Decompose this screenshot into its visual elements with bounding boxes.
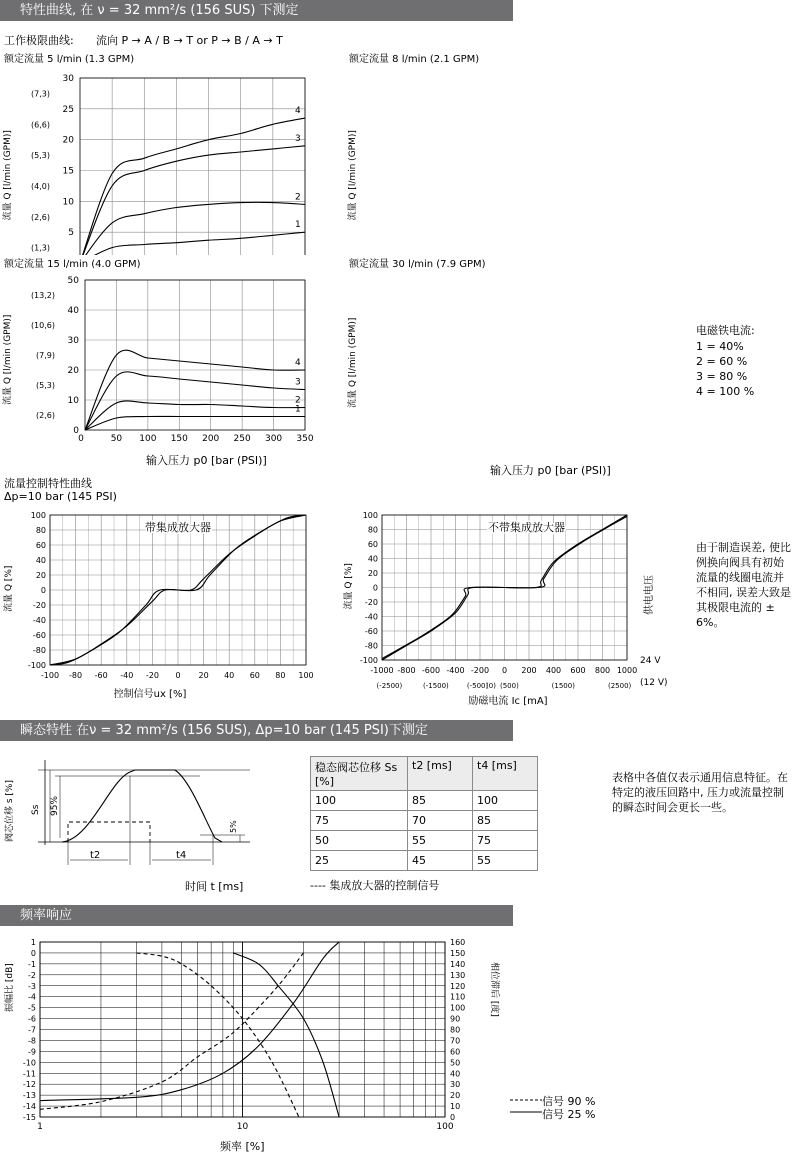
- y-tick-label: -7: [28, 1025, 36, 1035]
- y2-tick-label: 100: [450, 1003, 466, 1013]
- y2-tick-label: 150: [450, 948, 466, 958]
- transient-note: 表格中各值仅表示通用信息特征。在特定的液压回路中, 压力或流量控制的瞬态时间会更长一些。: [612, 771, 788, 814]
- y-tick-label: -6: [28, 1014, 36, 1024]
- y-tick-label: 1: [30, 938, 36, 947]
- freq-xlabel: 频率 [%]: [220, 1140, 265, 1153]
- x-tick-label: 10: [236, 1122, 249, 1132]
- y-tick-label: -60: [364, 627, 378, 636]
- x2-tick-label: (500): [499, 682, 519, 690]
- x2-tick-label: (-1500): [422, 682, 449, 690]
- x-tick-label: -80: [69, 671, 83, 680]
- transient-xlabel: 时间 t [ms]: [185, 880, 244, 893]
- y2-tick-label: 120: [450, 981, 466, 991]
- th-t4: t4 [ms]: [473, 757, 538, 791]
- x-tick-label: 200: [202, 434, 220, 444]
- chart-flow-5: [0, 50, 345, 255]
- x-tick-label: 0: [501, 666, 508, 675]
- series-line: [80, 118, 305, 255]
- y-tick-label: -9: [28, 1047, 36, 1057]
- y-tick-label: -60: [32, 631, 46, 640]
- chart-note: 带集成放大器: [145, 521, 211, 534]
- x-tick-label: -100: [40, 671, 60, 680]
- chart-frequency-response: [0, 930, 500, 1154]
- x-tick-label: -40: [120, 671, 134, 680]
- label-ss: Ss: [31, 804, 41, 815]
- label-t2: t2: [90, 850, 101, 861]
- y2-tick-label: 110: [450, 992, 466, 1002]
- x2-tick-label: (1500): [551, 682, 575, 690]
- y-tick-label: -12: [22, 1080, 36, 1090]
- section-header-transient: 瞬态特性 在ν = 32 mm²/s (156 SUS), Δp=10 bar (145 PSI)下测定: [0, 720, 513, 741]
- y-tick-label: 0: [372, 583, 378, 593]
- y2-tick-label: (5,3): [36, 381, 55, 390]
- y-tick-label: -80: [32, 646, 46, 655]
- y-tick-label: -2: [28, 970, 36, 980]
- series-label: 1: [295, 404, 301, 415]
- x-axis-label: 励磁电流 Ic [mA]: [468, 696, 548, 707]
- series-line: [85, 372, 305, 430]
- freq-legend-25: 信号 25 %: [542, 1108, 596, 1121]
- y2-tick-label: 20: [450, 1091, 461, 1101]
- series-label: 3: [295, 133, 301, 144]
- table-row: [311, 851, 538, 871]
- y-axis-label: 流量 Q [l/min (GPM)]: [348, 317, 358, 408]
- y-tick-label: 5: [68, 228, 74, 239]
- series-line: [137, 953, 299, 1117]
- y2-tick-label: 90: [450, 1014, 461, 1024]
- chart-flow-control-amp: [0, 505, 330, 705]
- x-tick-label: 0: [175, 671, 181, 680]
- cell: 85: [473, 811, 538, 831]
- series-label: 2: [295, 192, 301, 203]
- x-tick-label: 50: [110, 434, 123, 444]
- section-header-frequency: 频率响应: [0, 905, 513, 926]
- y2-tick-label: (1,3): [31, 243, 50, 253]
- y-tick-label: 80: [367, 525, 378, 535]
- y-tick-label: -4: [28, 992, 36, 1002]
- y-tick-label: 10: [62, 197, 74, 208]
- y2-tick-label: (7,3): [31, 89, 50, 99]
- table-row: [311, 831, 538, 851]
- x-tick-label: 100: [436, 1122, 454, 1132]
- x-tick-label: 150: [170, 434, 188, 444]
- y-tick-label: 40: [35, 556, 46, 565]
- section-header-characteristics: 特性曲线, 在 ν = 32 mm²/s (156 SUS) 下测定: [0, 0, 513, 21]
- label-5: 5%: [229, 820, 238, 833]
- y2-tick-label: (5,3): [31, 151, 50, 161]
- cell: 55: [408, 831, 473, 851]
- y2-tick-label: 80: [450, 1025, 461, 1035]
- x2-tick-label: [194, 449, 221, 450]
- y-tick-label: 40: [67, 306, 79, 316]
- x-tick-label: 60: [249, 671, 260, 680]
- chart-note: 不带集成放大器: [488, 521, 565, 534]
- y2-tick-label: 30: [450, 1080, 461, 1090]
- y-axis-label: 阀芯位移 s [%]: [5, 780, 15, 842]
- x2-tick-label: [103, 449, 125, 450]
- x-axis-label: 控制信号ux [%]: [113, 689, 187, 700]
- series-line: [85, 416, 305, 430]
- cell: 50: [311, 831, 408, 851]
- label-95: 95%: [50, 795, 60, 816]
- x2-tick-label: (2500): [608, 682, 632, 690]
- cell: 100: [311, 791, 408, 811]
- y2-tick-label: 50: [450, 1058, 461, 1068]
- cell: 75: [473, 831, 538, 851]
- x-tick-label: 100: [298, 671, 314, 680]
- plot-frame: [80, 78, 305, 255]
- x-tick-label: 300: [264, 434, 283, 444]
- y-tick-label: -3: [28, 981, 36, 991]
- transient-diagram: [0, 750, 300, 900]
- x-tick-label: 20: [198, 671, 209, 680]
- y2-tick-label: 60: [450, 1047, 461, 1057]
- y-tick-label: 0: [30, 948, 36, 958]
- y-tick-label: -20: [364, 598, 378, 607]
- x-tick-label: 40: [224, 671, 235, 680]
- y-tick-label: 100: [362, 511, 378, 520]
- x2-tick-label: (-500): [466, 682, 489, 690]
- y2-tick-label: 130: [450, 970, 466, 980]
- limit-label: 工作极限曲线:: [4, 34, 74, 47]
- chart-flow-15: [0, 255, 345, 450]
- x2-tick-label: [226, 449, 253, 450]
- cell: 25: [311, 851, 408, 871]
- y-tick-label: -40: [32, 616, 46, 625]
- x-tick-label: 1: [37, 1122, 43, 1132]
- table-row: [311, 811, 538, 831]
- amp-note: ---- 集成放大器的控制信号: [310, 879, 440, 892]
- xlabel-right: 输入压力 p0 [bar (PSI)]: [490, 464, 611, 477]
- cell: 45: [408, 851, 473, 871]
- y-axis-label: 流量 Q [l/min (GPM)]: [3, 314, 13, 405]
- x-tick-label: -1000: [370, 666, 394, 675]
- y2-tick-label: (7,9): [36, 351, 55, 360]
- y-tick-label: -8: [28, 1036, 36, 1046]
- x-tick-label: -20: [145, 671, 159, 680]
- x-tick-label: 0: [78, 434, 84, 444]
- y-tick-label: 10: [67, 396, 79, 406]
- series-line: [80, 146, 305, 255]
- y-axis-label: 流量 Q [l/min (GPM)]: [3, 130, 13, 221]
- x2-tick-label: (-2500): [376, 682, 403, 690]
- y-tick-label: 40: [367, 554, 378, 564]
- x-tick-label: -200: [470, 666, 490, 675]
- x-tick-label: -60: [94, 671, 108, 680]
- x-tick-label: 400: [545, 666, 562, 675]
- y2-tick-label: 40: [450, 1069, 461, 1079]
- x-tick-label: 100: [139, 434, 157, 444]
- freq-legend-90: 信号 90 %: [542, 1095, 596, 1108]
- x2-tick-label: (0): [486, 682, 496, 690]
- y-axis-label: 振幅比 [dB]: [5, 963, 15, 1012]
- chart-title: 额定流量 8 l/min (2.1 GPM): [349, 54, 480, 65]
- y2-tick-label: (2,6): [36, 411, 55, 420]
- y-tick-label: -5: [28, 1003, 36, 1013]
- series-label: 4: [295, 358, 301, 368]
- y-tick-label: -14: [22, 1102, 36, 1112]
- y-tick-label: 15: [62, 166, 74, 177]
- chart-flow-30: [345, 255, 675, 475]
- y-tick-label: 100: [30, 511, 46, 520]
- y-tick-label: 60: [367, 540, 378, 549]
- y-tick-label: -100: [27, 661, 46, 670]
- label-t4: t4: [176, 850, 187, 861]
- cell: 55: [473, 851, 538, 871]
- y2-tick-label: 70: [450, 1036, 461, 1046]
- cell: 100: [473, 791, 538, 811]
- x-tick-label: 1000: [616, 666, 638, 675]
- x2-tick-label: [289, 449, 316, 450]
- chart-flow-control-noamp: [340, 505, 685, 710]
- y-tick-label: -11: [22, 1069, 36, 1079]
- y2-tick-label: 160: [450, 938, 466, 947]
- th-ss: 稳态阀芯位移 Ss [%]: [311, 757, 408, 791]
- y2-tick-label: (10,6): [30, 321, 55, 330]
- y-tick-label: -1: [28, 959, 36, 969]
- transient-table: [310, 756, 538, 871]
- x-tick-label: 600: [570, 666, 586, 675]
- tolerance-note: 由于制造误差, 使比例换向阀具有初始流量的线圈电流并不相同, 误差大致是其极限电流的 ± 6%。: [696, 541, 791, 629]
- x-tick-label: 80: [275, 671, 286, 680]
- chart-title: 额定流量 5 l/min (1.3 GPM): [4, 54, 135, 65]
- y-tick-label: 20: [67, 366, 79, 376]
- response-curve: [62, 770, 222, 842]
- x-tick-label: 250: [233, 434, 251, 444]
- y-tick-label: -10: [22, 1058, 36, 1068]
- x-tick-label: 350: [296, 434, 314, 444]
- y-tick-label: 0: [73, 426, 79, 436]
- flow-direction: 流向 P → A / B → T or P → B / A → T: [96, 34, 283, 47]
- y-tick-label: 0: [40, 586, 46, 595]
- x-tick-label: -600: [421, 666, 441, 675]
- chart-title: 额定流量 30 l/min (7.9 GPM): [349, 259, 486, 270]
- y-tick-label: 30: [62, 74, 74, 84]
- cell: 70: [408, 811, 473, 831]
- y-tick-label: 20: [62, 135, 74, 146]
- x2-tick-label: [257, 449, 284, 450]
- y2-tick-label: (4,0): [31, 181, 50, 191]
- x-tick-label: 200: [521, 666, 537, 675]
- table-row: [311, 791, 538, 811]
- y-tick-label: -13: [22, 1091, 36, 1101]
- y-tick-label: -15: [22, 1113, 36, 1122]
- y-tick-label: 80: [35, 526, 46, 535]
- y-tick-label: 50: [67, 276, 79, 286]
- y2-tick-label: 10: [450, 1102, 461, 1112]
- y-tick-label: -80: [364, 641, 378, 651]
- y-axis-label: 流量 Q [%]: [344, 563, 354, 610]
- legend-3: 3 = 80 %: [696, 370, 748, 383]
- cell: 75: [311, 811, 408, 831]
- series-label: 4: [295, 106, 301, 117]
- legend-1: 1 = 40%: [696, 340, 744, 353]
- y-tick-label: 20: [367, 569, 378, 578]
- y2-tick-label: 140: [450, 959, 466, 969]
- chart-flow-8: [345, 50, 675, 255]
- y-axis-label: 流量 Q [l/min (GPM)]: [348, 130, 358, 221]
- y-axis-label: 流量 Q [%]: [4, 565, 14, 612]
- x2-tick-label: [163, 449, 190, 450]
- xlabel-left: 输入压力 p0 [bar (PSI)]: [146, 454, 267, 467]
- series-line: [85, 401, 305, 430]
- th-t2: t2 [ms]: [408, 757, 473, 791]
- chart-title: 额定流量 15 l/min (4.0 GPM): [4, 259, 141, 270]
- y-tick-label: 25: [62, 104, 74, 115]
- y2-tick-label: 0: [450, 1113, 456, 1122]
- y-tick-label: -20: [32, 601, 46, 610]
- y2-tick-label: (13,2): [30, 291, 55, 300]
- cell: 85: [408, 791, 473, 811]
- y2-axis-label: 相位滞后 [度]: [489, 962, 499, 1017]
- series-line: [80, 232, 305, 255]
- legend-4: 4 = 100 %: [696, 385, 755, 398]
- y-tick-label: 60: [35, 541, 46, 550]
- y-tick-label: 30: [67, 336, 79, 346]
- y-tick-label: -40: [364, 612, 378, 622]
- legend-title: 电磁铁电流:: [696, 324, 755, 337]
- y-tick-label: -100: [359, 656, 378, 665]
- y-tick-label: 20: [35, 571, 46, 580]
- x2-tick-label: [132, 449, 159, 450]
- y2-tick-label: (6,6): [31, 120, 50, 130]
- x-tick-label: -800: [397, 666, 416, 675]
- y2-tick-label: (2,6): [31, 212, 50, 222]
- series-label: 2: [295, 395, 301, 406]
- series-line: [233, 953, 339, 1117]
- voltage-24: 24 V: [640, 656, 661, 666]
- voltage-12: (12 V): [640, 678, 668, 688]
- flow-control-subtitle: Δp=10 bar (145 PSI): [4, 490, 117, 503]
- series-label: 3: [295, 377, 301, 388]
- legend-2: 2 = 60 %: [696, 355, 748, 368]
- supply-label: 供电电压: [644, 575, 655, 615]
- series-line: [40, 953, 304, 1109]
- series-label: 1: [295, 220, 301, 231]
- flow-control-title: 流量控制特性曲线: [4, 477, 92, 490]
- x-tick-label: -400: [446, 666, 465, 675]
- x-tick-label: 800: [594, 666, 611, 675]
